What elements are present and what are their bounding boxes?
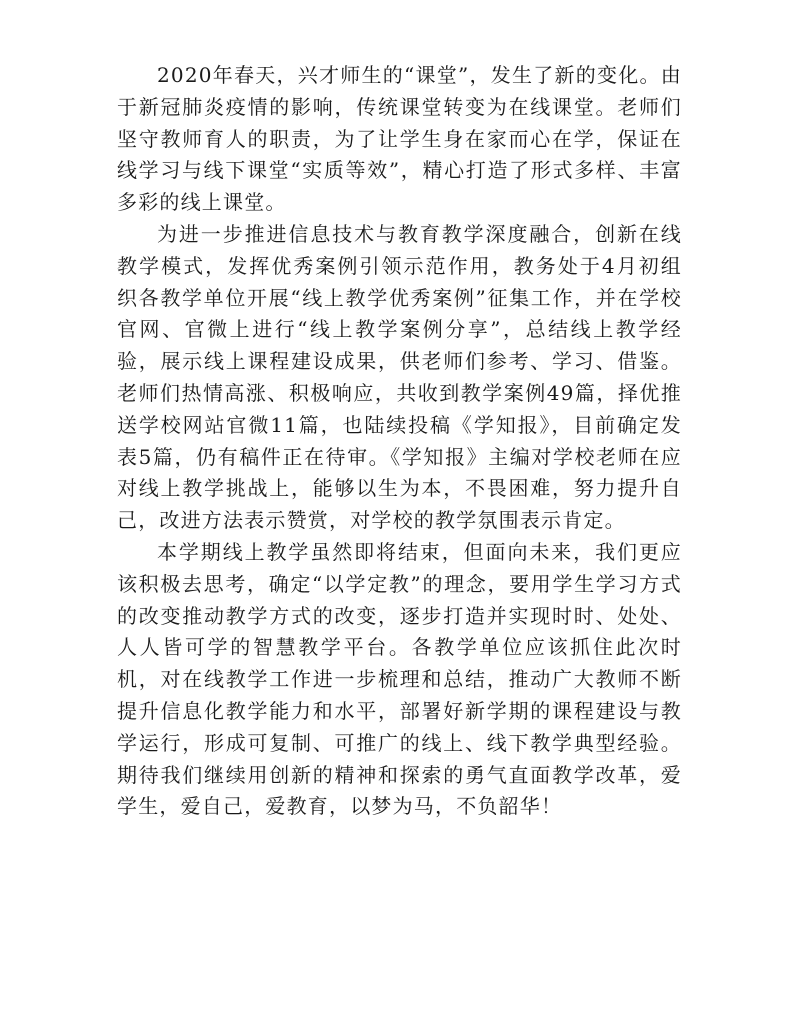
paragraph-3: 本学期线上教学虽然即将结束，但面向未来，我们更应该积极去思考，确定“以学定教”的理念，要用学生学习方式的改变推动教学方式的改变，逐步打造并实现时时、处处、人人皆可学的智慧教学平台。各教学单位应该抓住此次时机，对在线教学工作进一步梳理和总结，推动广大教师不断提升信息化教学能力和水平，部署好新学期的课程建设与教学运行，形成可复制、可推广的线上、线下教学典型经验。期待我们继续用创新的精神和探索的勇气直面教学改革，爱学生，爱自己，爱教育，以梦为马，不负韶华！ bbox=[117, 539, 682, 819]
paragraph-1: 2020年春天，兴才师生的“课堂”，发生了新的变化。由于新冠肺炎疫情的影响，传统课堂转变为在线课堂。老师们坚守教师育人的职责，为了让学生身在家而心在学，保证在线学习与线下课堂“实质等效”，精心打造了形式多样、丰富多彩的线上课堂。 bbox=[117, 63, 682, 215]
document-body bbox=[117, 60, 682, 823]
paragraph-2: 为进一步推进信息技术与教育教学深度融合，创新在线教学模式，发挥优秀案例引领示范作用，教务处于4月初组织各教学单位开展“线上教学优秀案例”征集工作，并在学校官网、官微上进行“线上教学案例分享”，总结线上教学经验，展示线上课程建设成果，供老师们参考、学习、借鉴。老师们热情高涨、积极响应，共收到教学案例49篇，择优推送学校网站官微11篇，也陆续投稿《学知报》，目前确定发表5篇，仍有稿件正在待审。《学知报》主编对学校老师在应对线上教学挑战上，能够以生为本，不畏困难，努力提升自己，改进方法表示赞赏，对学校的教学氛围表示肯定。 bbox=[117, 221, 682, 533]
